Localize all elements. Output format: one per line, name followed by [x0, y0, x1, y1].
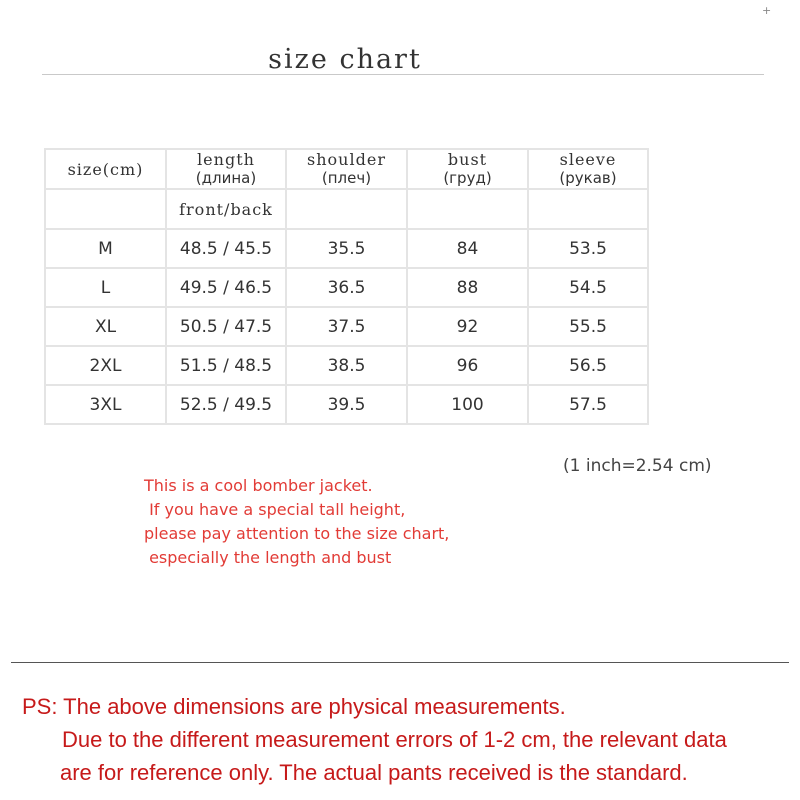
table-header-row [45, 149, 648, 189]
sleeve-cell: 53.5 [528, 229, 648, 268]
bust-cell: 100 [407, 385, 528, 424]
shoulder-cell: 38.5 [286, 346, 407, 385]
size-cell: M [45, 229, 166, 268]
header-bust: bust (груд) [407, 149, 528, 189]
ps-line: are for reference only. The actual pants received is the standard. [60, 760, 688, 785]
ps-disclaimer [22, 690, 727, 789]
header-size-label: size(cm) [45, 149, 166, 189]
size-cell: 2XL [45, 346, 166, 385]
table-row [45, 307, 648, 346]
empty-cell [528, 189, 648, 229]
shoulder-cell: 36.5 [286, 268, 407, 307]
note-line: This is a cool bomber jacket. [144, 476, 373, 495]
table-subheader-row [45, 189, 648, 229]
sleeve-cell: 56.5 [528, 346, 648, 385]
shoulder-cell: 35.5 [286, 229, 407, 268]
bust-cell: 88 [407, 268, 528, 307]
table-row [45, 268, 648, 307]
table-row [45, 385, 648, 424]
empty-cell [407, 189, 528, 229]
unit-conversion-note: (1 inch=2.54 cm) [563, 456, 712, 476]
table-row [45, 229, 648, 268]
empty-cell [286, 189, 407, 229]
empty-cell [45, 189, 166, 229]
ps-line: Due to the different measurement errors of 1-2 cm, the relevant data [62, 727, 727, 752]
sleeve-cell: 55.5 [528, 307, 648, 346]
shoulder-cell: 39.5 [286, 385, 407, 424]
shoulder-cell: 37.5 [286, 307, 407, 346]
length-cell: 52.5 / 49.5 [166, 385, 286, 424]
bomber-jacket-note [144, 474, 449, 570]
sleeve-cell: 54.5 [528, 268, 648, 307]
ps-line: PS: The above dimensions are physical measurements. [22, 694, 566, 719]
corner-mark: + [762, 4, 772, 17]
length-cell: 50.5 / 47.5 [166, 307, 286, 346]
size-cell: XL [45, 307, 166, 346]
note-line: If you have a special tall height, [144, 500, 406, 519]
length-subnote: front/back [166, 189, 286, 229]
title-divider [42, 74, 764, 75]
size-cell: L [45, 268, 166, 307]
size-table [44, 148, 649, 425]
bust-cell: 84 [407, 229, 528, 268]
note-line: please pay attention to the size chart, [144, 524, 450, 543]
note-line: especially the length and bust [144, 548, 392, 567]
length-cell: 49.5 / 46.5 [166, 268, 286, 307]
length-cell: 48.5 / 45.5 [166, 229, 286, 268]
length-cell: 51.5 / 48.5 [166, 346, 286, 385]
size-cell: 3XL [45, 385, 166, 424]
header-length: length (длина) [166, 149, 286, 189]
page-title: size chart [268, 44, 422, 75]
bust-cell: 96 [407, 346, 528, 385]
header-sleeve: sleeve (рукав) [528, 149, 648, 189]
header-shoulder: shoulder (плеч) [286, 149, 407, 189]
bottom-divider [11, 662, 789, 663]
sleeve-cell: 57.5 [528, 385, 648, 424]
bust-cell: 92 [407, 307, 528, 346]
table-row [45, 346, 648, 385]
